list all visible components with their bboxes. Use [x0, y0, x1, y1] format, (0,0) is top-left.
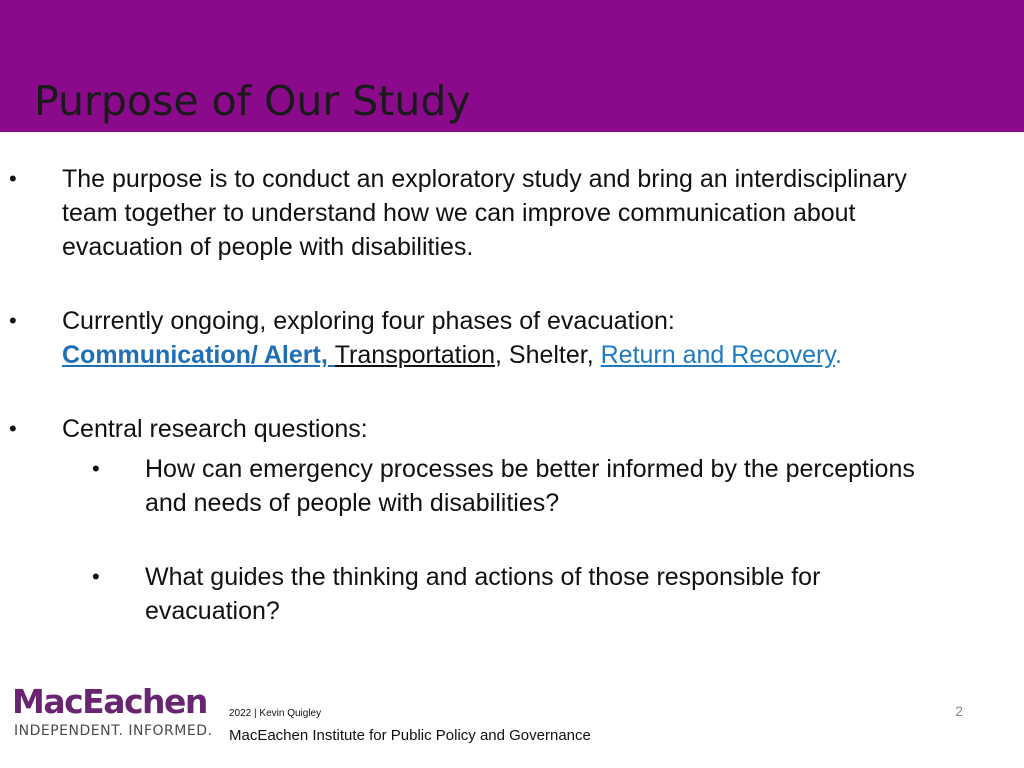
- phase-communication-link[interactable]: Communication/ Alert,: [62, 341, 335, 369]
- phase-list: [62, 338, 982, 372]
- bullet-dot: •: [9, 308, 17, 333]
- sub-bullet-question-1: [92, 452, 925, 520]
- maceachen-logo: MacEachen: [12, 682, 207, 721]
- question-2-text: What guides the thinking and actions of those responsible for evacuation?: [145, 563, 821, 625]
- sub-bullet-dot: •: [92, 564, 100, 589]
- bullet-purpose: [9, 162, 942, 264]
- page-number: 2: [955, 703, 963, 719]
- sub-bullet-question-2: [92, 560, 945, 628]
- bullet-purpose-text: The purpose is to conduct an exploratory study and bring an interdisciplinary team together to understand how we can improve communication about evacuation of people with disabilities.: [62, 165, 907, 261]
- logo-tagline: INDEPENDENT. INFORMED.: [14, 723, 213, 739]
- bullet-phases: [9, 304, 982, 372]
- bullet-research-questions: [9, 412, 962, 446]
- slide-title: Purpose of Our Study: [34, 77, 471, 125]
- bullet-dot: •: [9, 166, 17, 191]
- phase-shelter-text: , Shelter,: [495, 341, 601, 369]
- bullet-phases-intro: Currently ongoing, exploring four phases of evacuation:: [62, 307, 675, 335]
- bullet-dot: •: [9, 416, 17, 441]
- phase-list-period: .: [835, 341, 842, 369]
- footer-author-line: 2022 | Kevin Quigley: [229, 708, 322, 719]
- phase-transportation-link[interactable]: Transportation: [334, 341, 495, 369]
- bullet-research-questions-text: Central research questions:: [62, 415, 368, 443]
- sub-bullet-dot: •: [92, 456, 100, 481]
- footer-institute: MacEachen Institute for Public Policy and Governance: [229, 727, 591, 744]
- phase-return-recovery-link[interactable]: Return and Recovery: [600, 341, 835, 369]
- question-1-text: How can emergency processes be better informed by the perceptions and needs of people with disabilities?: [145, 455, 915, 517]
